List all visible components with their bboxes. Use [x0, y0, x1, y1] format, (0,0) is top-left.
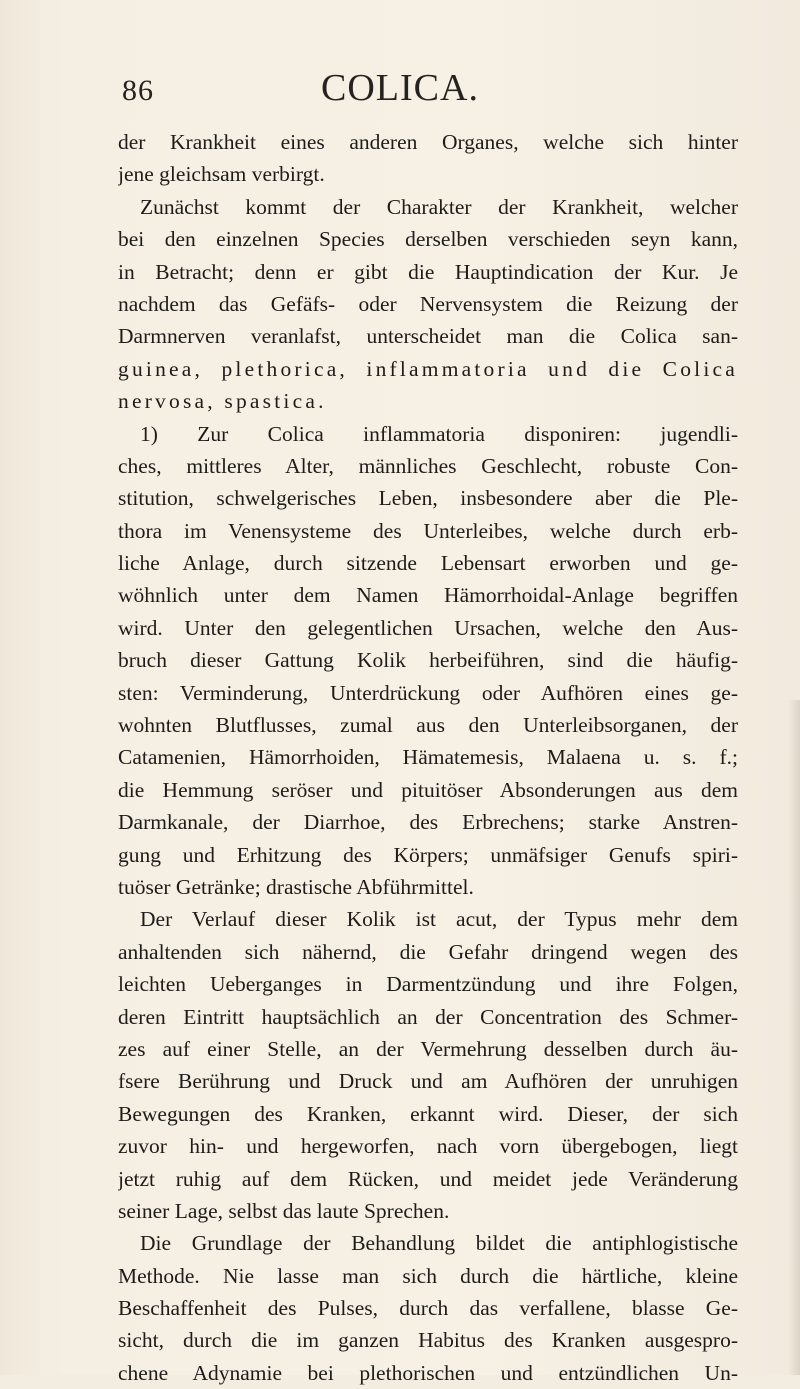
- text-line: zes auf einer Stelle, an der Vermehrung desselben durch äu-: [118, 1036, 738, 1061]
- text-line: Bewegungen des Kranken, erkannt wird. Dieser, der sich: [118, 1101, 738, 1126]
- text-line: bei den einzelnen Species derselben verschieden seyn kann,: [118, 227, 738, 252]
- text-line: Der Verlauf dieser Kolik ist acut, der Typus mehr dem: [140, 907, 738, 932]
- text-line: chene Adynamie bei plethorischen und entzündlichen Un-: [118, 1360, 738, 1385]
- text-line: nervosa, spastica.: [118, 389, 327, 414]
- text-line: stitution, schwelgerisches Leben, insbesondere aber die Ple-: [118, 486, 738, 511]
- text-line: Methode. Nie lasse man sich durch die härtliche, kleine: [118, 1263, 738, 1288]
- text-line: guinea, plethorica, inflammatoria und die Colica: [118, 356, 738, 381]
- running-head: [0, 66, 800, 114]
- text-line: Zunächst kommt der Charakter der Krankheit, welcher: [140, 194, 738, 219]
- body-text: [118, 126, 738, 1389]
- text-line: der Krankheit eines anderen Organes, welche sich hinter: [118, 130, 738, 154]
- text-line: fsere Berührung und Druck und am Aufhören der unruhigen: [118, 1069, 738, 1094]
- text-line: gung und Erhitzung des Körpers; unmäfsiger Genufs spiri-: [118, 842, 738, 867]
- text-line: liche Anlage, durch sitzende Lebensart erworben und ge-: [118, 551, 738, 576]
- text-line: Beschaffenheit des Pulses, durch das verfallene, blasse Ge-: [118, 1296, 738, 1321]
- text-line: tuöser Getränke; drastische Abführmittel.: [118, 874, 474, 899]
- text-line: ches, mittleres Alter, männliches Geschlecht, robuste Con-: [118, 453, 738, 478]
- text-line: zuvor hin- und hergeworfen, nach vorn übergebogen, liegt: [118, 1134, 738, 1159]
- text-line: wöhnlich unter dem Namen Hämorrhoidal-Anlage begriffen: [118, 583, 738, 608]
- text-line: jene gleichsam verbirgt.: [118, 162, 325, 187]
- text-line: Die Grundlage der Behandlung bildet die antiphlogistische: [140, 1231, 738, 1256]
- text-line: wohnten Blutflusses, zumal aus den Unterleibsorganen, der: [118, 713, 738, 738]
- text-line: Darmnerven veranlafst, unterscheidet man die Colica san-: [118, 324, 738, 349]
- text-line: sicht, durch die im ganzen Habitus des Kranken ausgespro-: [118, 1328, 738, 1353]
- text-line: deren Eintritt hauptsächlich an der Concentration des Schmer-: [118, 1004, 738, 1029]
- text-line: anhaltenden sich nähernd, die Gefahr dringend wegen des: [118, 939, 738, 964]
- text-line: seiner Lage, selbst das laute Sprechen.: [118, 1198, 450, 1223]
- text-line: Catamenien, Hämorrhoiden, Hämatemesis, Malaena u. s. f.;: [118, 745, 738, 770]
- text-line: thora im Venensysteme des Unterleibes, welche durch erb-: [118, 518, 738, 543]
- text-line: nachdem das Gefäfs- oder Nervensystem die Reizung der: [118, 291, 738, 316]
- text-line: in Betracht; denn er gibt die Hauptindication der Kur. Je: [118, 259, 738, 284]
- page-number: 86: [122, 74, 154, 107]
- text-line: bruch dieser Gattung Kolik herbeiführen, sind die häufig-: [118, 648, 738, 673]
- text-line: die Hemmung seröser und pituitöser Absonderungen aus dem: [118, 777, 738, 802]
- text-line: 1) Zur Colica inflammatoria disponiren: jugendli-: [140, 421, 738, 446]
- text-line: wird. Unter den gelegentlichen Ursachen, welche den Aus-: [118, 615, 738, 640]
- text-line: leichten Ueberganges in Darmentzündung und ihre Folgen,: [118, 972, 738, 997]
- chapter-title: COLICA.: [321, 67, 479, 109]
- text-line: sten: Verminderung, Unterdrückung oder Aufhören eines ge-: [118, 680, 738, 705]
- text-line: Darmkanale, der Diarrhoe, des Erbrechens; starke Anstren-: [118, 810, 738, 835]
- text-line: jetzt ruhig auf dem Rücken, und meidet jede Veränderung: [118, 1166, 738, 1191]
- page-edge-shadow: [788, 700, 800, 1375]
